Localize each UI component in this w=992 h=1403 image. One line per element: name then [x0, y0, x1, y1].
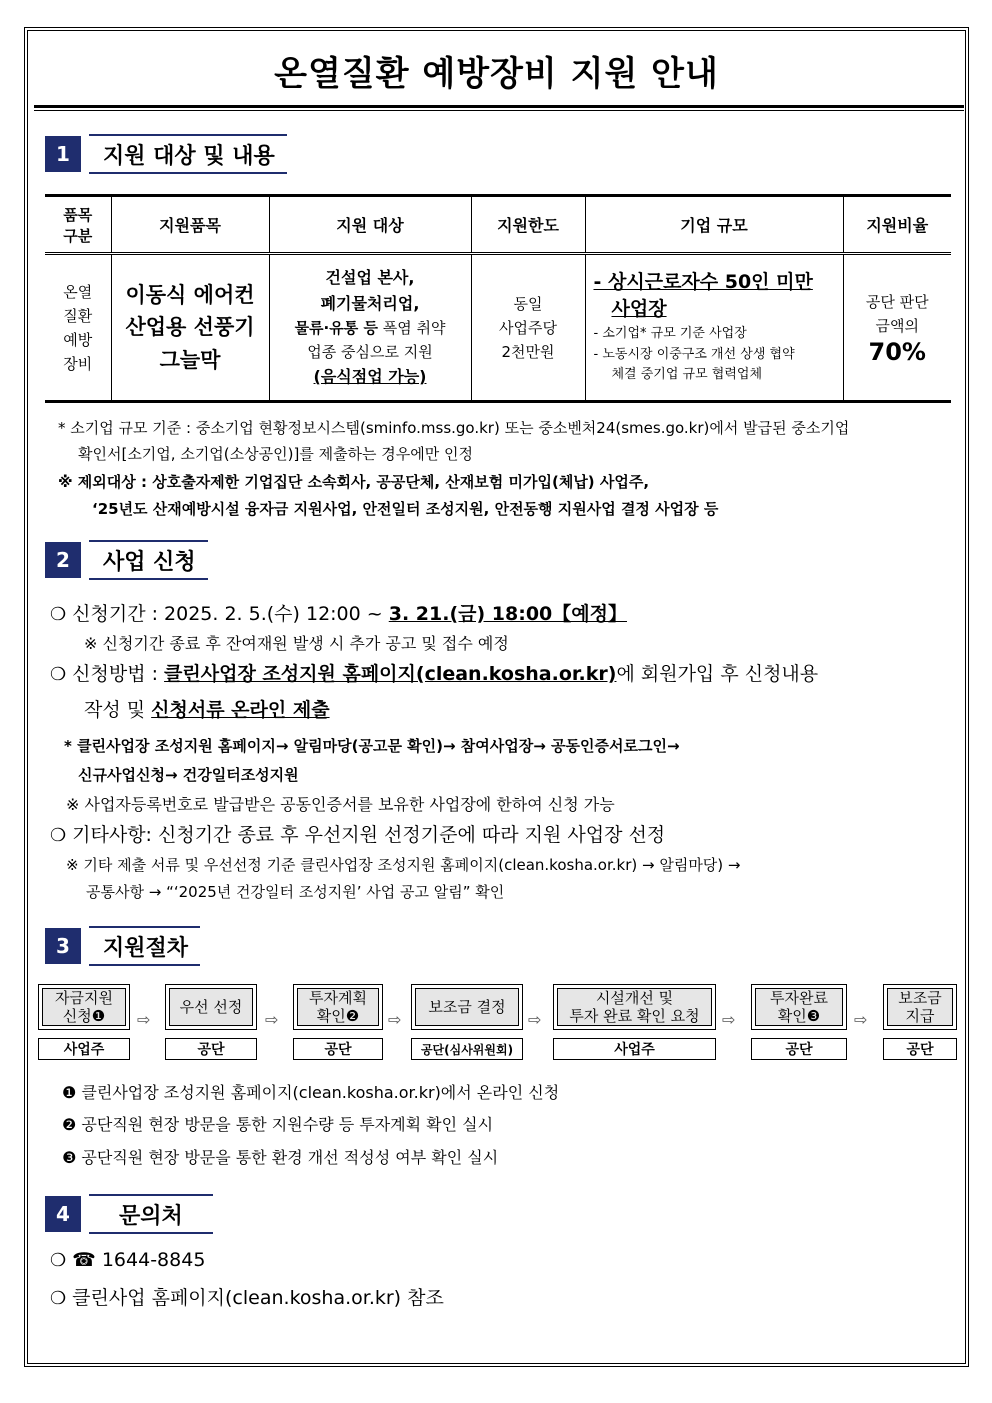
arrow-icon: ⇨	[137, 1010, 151, 1029]
col-header-items: 지원품목	[111, 196, 269, 254]
support-table	[45, 194, 951, 403]
arrow-icon: ⇨	[854, 1010, 868, 1029]
section-title: 사업 신청	[89, 540, 208, 580]
col-header-size: 기업 규모	[585, 196, 843, 254]
flow-step-apply: 자금지원 신청❶	[38, 984, 130, 1030]
apply-cert-note: ※ 사업자등록번호로 발급받은 공동인증서를 보유한 사업장에 한하여 신청 가능	[66, 795, 615, 814]
arrow-icon: ⇨	[388, 1010, 402, 1029]
section-number: 4	[45, 1196, 81, 1232]
section-title: 지원 대상 및 내용	[89, 134, 287, 174]
page-title: 온열질환 예방장비 지원 안내	[274, 53, 719, 94]
bullet-icon: ❍	[50, 664, 67, 685]
flow-step-select: 우선 선정	[165, 984, 257, 1030]
step-note-3: ❸ 공단직원 현장 방문을 통한 환경 개선 적성성 여부 확인 실시	[62, 1148, 499, 1167]
flow-step-completion-request: 시설개선 및 투자 완료 확인 요청	[553, 984, 716, 1030]
flow-role: 공단	[883, 1038, 957, 1060]
bullet-icon: ❍	[50, 1288, 67, 1309]
document-page	[24, 27, 969, 1367]
step-note-1: ❶ 클린사업장 조성지원 홈페이지(clean.kosha.or.kr)에서 온라인 신청	[62, 1083, 560, 1102]
target-cell: 건설업 본사, 폐기물처리업, 물류·유통 등 폭염 취약 업종 중심으로 지원 (음식점업 가능)	[269, 254, 471, 402]
title-divider	[34, 105, 964, 111]
section-1-header	[45, 134, 287, 174]
section-4-header	[45, 1194, 213, 1234]
bullet-icon: ❍	[50, 1250, 67, 1271]
bullet-icon: ❍	[50, 604, 67, 625]
size-cell: - 상시근로자수 50인 미만 사업장 - 소기업* 규모 기준 사업장 - 노동시장 이중구조 개선 상생 협약 체결 중기업 규모 협력업체	[585, 254, 843, 402]
flow-step-subsidy-decision: 보조금 결정	[411, 984, 523, 1030]
apply-path: * 클린사업장 조성지원 홈페이지→ 알림마당(공고문 확인)→ 참여사업장→ 공동인증서로그인→	[64, 737, 680, 755]
section-number: 3	[45, 928, 81, 964]
flow-step-plan-check: 투자계획 확인❷	[293, 984, 383, 1030]
note-exclusions-cont: ‘25년도 산재예방시설 융자금 지원사업, 안전일터 조성지원, 안전동행 지원사업 결정 사업장 등	[92, 500, 719, 518]
contact-phone	[50, 1249, 205, 1271]
rate-cell: 공단 판단 금액의 70%	[843, 254, 951, 402]
apply-method: ❍ 신청방법 : 클린사업장 조성지원 홈페이지(clean.kosha.or.kr)에 회원가입 후 신청내용	[50, 663, 819, 685]
apply-etc-note-cont: 공통사항 → “‘2025년 건강일터 조성지원’ 사업 공고 알림” 확인	[86, 883, 505, 901]
apply-method-site: 클린사업장 조성지원 홈페이지(clean.kosha.or.kr)	[164, 663, 617, 685]
limit-cell: 동일 사업주당 2천만원	[471, 254, 585, 402]
section-number: 2	[45, 542, 81, 578]
bullet-icon: ❍	[50, 825, 67, 846]
item-fan: 산업용 선풍기	[125, 315, 255, 340]
phone-icon: ☎ 1644-8845	[72, 1249, 206, 1271]
apply-path-cont: 신규사업신청→ 건강일터조성지원	[78, 766, 299, 784]
items-cell	[111, 254, 269, 402]
col-header-target: 지원 대상	[269, 196, 471, 254]
flow-role: 공단	[293, 1038, 383, 1060]
flow-role: 사업주	[38, 1038, 130, 1060]
flow-step-payment: 보조금 지급	[883, 984, 957, 1030]
section-number: 1	[45, 136, 81, 172]
apply-period-note: ※ 신청기간 종료 후 잔여재원 발생 시 추가 공고 및 접수 예정	[84, 634, 509, 653]
item-shade: 그늘막	[159, 347, 221, 372]
flow-role: 사업주	[553, 1038, 716, 1060]
note-smb-criteria-cont: 확인서[소기업, 소기업(소상공인)]를 제출하는 경우에만 인정	[78, 445, 474, 463]
arrow-icon: ⇨	[528, 1010, 542, 1029]
apply-method-cont: 작성 및 신청서류 온라인 제출	[84, 699, 330, 721]
section-title: 지원절차	[89, 926, 200, 966]
apply-etc: ❍ 기타사항: 신청기간 종료 후 우선지원 선정기준에 따라 지원 사업장 선정	[50, 824, 666, 846]
col-header-rate: 지원비율	[843, 196, 951, 254]
category-cell: 온열 질환 예방 장비	[45, 254, 111, 402]
table-header-row	[45, 196, 951, 254]
contact-site: ❍ 클린사업 홈페이지(clean.kosha.or.kr) 참조	[50, 1287, 444, 1309]
apply-period-end: 3. 21.(금) 18:00【예정】	[388, 603, 627, 625]
note-exclusions: ※ 제외대상 : 상호출자제한 기업집단 소속회사, 공공단체, 산재보험 미가입(체납) 사업주,	[58, 473, 650, 491]
flow-step-completion-check: 투자완료 확인❸	[751, 984, 847, 1030]
section-2-header	[45, 540, 208, 580]
section-3-header	[45, 926, 200, 966]
flow-role: 공단	[165, 1038, 257, 1060]
arrow-icon: ⇨	[265, 1010, 279, 1029]
item-aircon: 이동식 에어컨	[125, 282, 255, 307]
step-note-2: ❷ 공단직원 현장 방문을 통한 지원수량 등 투자계획 확인 실시	[62, 1115, 494, 1134]
apply-period: ❍ 신청기간 : 2025. 2. 5.(수) 12:00 ~ 3. 21.(금) 18:00【예정】	[50, 603, 627, 625]
col-header-category: 품목 구분	[45, 196, 111, 254]
note-smb-criteria: * 소기업 규모 기준 : 중소기업 현황정보시스템(sminfo.mss.go.kr) 또는 중소벤처24(smes.go.kr)에서 발급된 중소기업	[58, 419, 850, 437]
flow-role: 공단	[751, 1038, 847, 1060]
arrow-icon: ⇨	[722, 1010, 736, 1029]
flow-role: 공단(심사위원회)	[411, 1038, 523, 1060]
section-title: 문의처	[89, 1194, 213, 1234]
table-row	[45, 254, 951, 402]
apply-etc-note: ※ 기타 제출 서류 및 우선선정 기준 클린사업장 조성지원 홈페이지(clean.kosha.or.kr) → 알림마당) →	[66, 856, 741, 874]
col-header-limit: 지원한도	[471, 196, 585, 254]
